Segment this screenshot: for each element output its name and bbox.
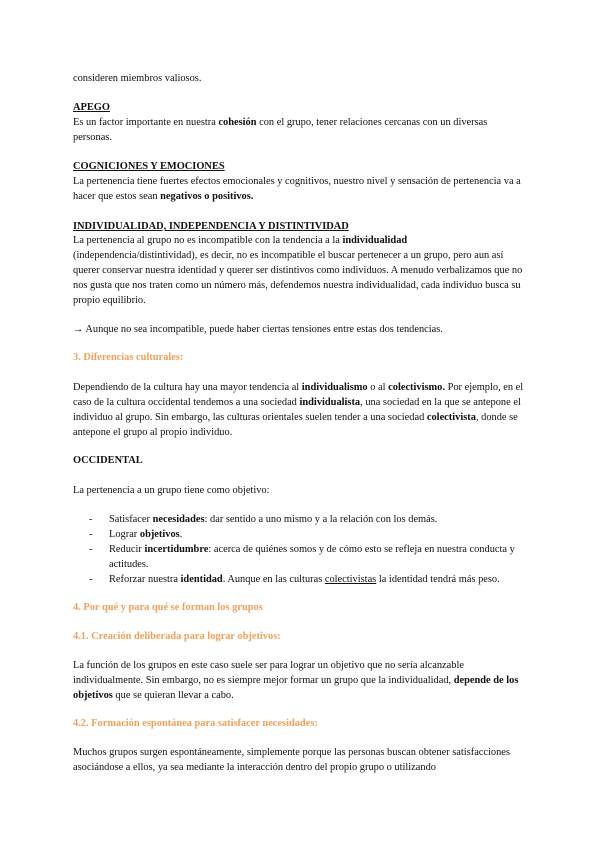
list-item: - Reducir incertidumbre: acerca de quiénes somos y de cómo esto se refleja en nuestra conducta y actitudes. [89,544,515,570]
individualidad-heading: INDIVIDUALIDAD, INDEPENDENCIA Y DISTINTIVIDAD [73,221,349,232]
seccion4-heading: 4. Por qué y para qué se forman los grupos [73,602,263,613]
occidental-intro: La pertenencia a un grupo tiene como objetivo: [73,485,270,496]
objetivos-list [73,512,528,587]
cogniciones-paragraph: La pertenencia tiene fuertes efectos emocionales y cognitivos, nuestro nivel y sensación de pertenencia va a hacer que estos sean negativos o positivos. [73,176,521,202]
list-item: - Reforzar nuestra identidad. Aunque en las culturas colectivistas la identidad tendrá más peso. [89,574,500,585]
diferencias-paragraph: Dependiendo de la cultura hay una mayor tendencia al individualismo o al colectivismo. Por ejemplo, en el caso de la cultura occidental tendemos a una sociedad individualista, una sociedad en la que se antepone el individuo al grupo. Sin embargo, las culturas orientales suelen tender a una sociedad colectivista, donde se antepone el grupo al propio individuo. [73,382,524,438]
occidental-heading: OCCIDENTAL [73,455,143,466]
cogniciones-heading: COGNICIONES Y EMOCIONES [73,161,225,172]
tension-note: → Aunque no sea incompatible, puede haber ciertas tensiones entre estas dos tendencias. [73,324,443,335]
individualidad-paragraph: La pertenencia al grupo no es incompatible con la tendencia a la individualidad (independencia/distintividad), es decir, no es incompatible el buscar pertenecer a un grupo, pero aun así querer conservar nuestra identidad y querer ser distintivos como individuos. A menudo verbalizamos que no nos gusta que nos traten como un número más, defendemos nuestra individualidad, cada individuo busca su propio equilibrio. [73,235,523,306]
seccion42-paragraph: Muchos grupos surgen espontáneamente, simplemente porque las personas buscan obtener satisfacciones asociándose a ellos, ya sea mediante la interacción dentro del propio grupo o utilizando [73,747,510,773]
seccion41-heading: 4.1. Creación deliberada para lograr objetivos: [73,631,281,642]
list-item: - Satisfacer necesidades: dar sentido a uno mismo y a la relación con los demás. [89,514,438,525]
seccion42-heading: 4.2. Formación espontánea para satisfacer necesidades: [73,718,318,729]
list-item: - Lograr objetivos. [89,529,183,540]
diferencias-heading: 3. Diferencias culturales: [73,352,184,363]
apego-paragraph: Es un factor importante en nuestra cohesión con el grupo, tener relaciones cercanas con un diversas personas. [73,117,488,143]
seccion41-paragraph: La función de los grupos en este caso suele ser para lograr un objetivo que no sería alcanzable individualmente. Sin embargo, no es siempre mejor formar un grupo que la individualidad, depende de los objetivos que se quieran llevar a cabo. [73,660,519,701]
apego-heading: APEGO [73,102,110,113]
intro-tail-text: consideren miembros valiosos. [73,73,202,84]
